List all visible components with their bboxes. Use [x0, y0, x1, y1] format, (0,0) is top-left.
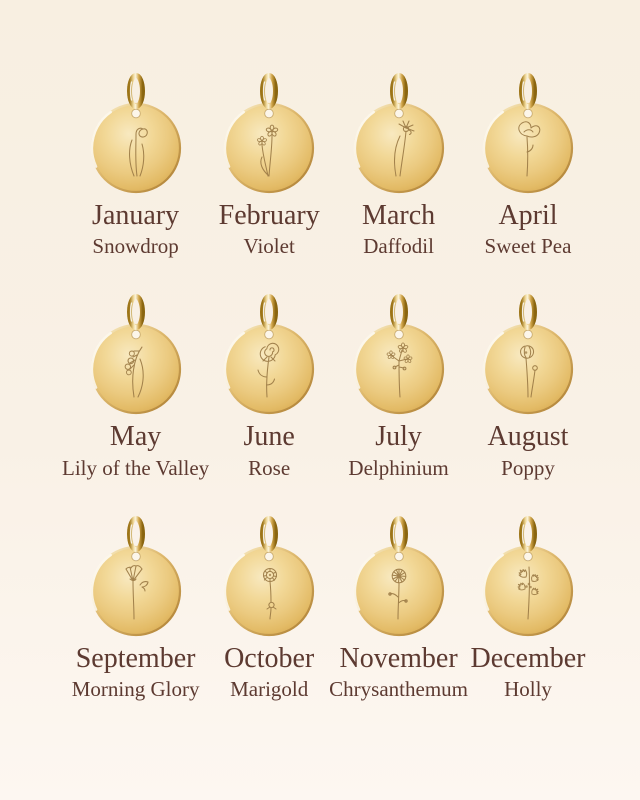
month-label: September [75, 642, 196, 674]
month-label: November [339, 642, 458, 674]
gold-pendant-graphic [339, 68, 459, 194]
charm-item-november [329, 511, 468, 702]
month-label: March [362, 200, 436, 231]
month-label: January [92, 200, 180, 231]
flower-name-label: Delphinium [348, 455, 449, 480]
gold-pendant-graphic [209, 68, 329, 194]
flower-name-label: Snowdrop [92, 234, 179, 259]
gold-pendant-graphic [468, 289, 588, 415]
charm-item-february [209, 68, 329, 259]
charm-item-june [209, 289, 329, 480]
flower-name-label: Holly [504, 676, 552, 701]
gold-pendant-graphic [209, 289, 329, 415]
month-label: June [243, 421, 295, 453]
flower-name-label: Sweet Pea [484, 234, 572, 259]
flower-name-label: Morning Glory [71, 676, 200, 701]
month-label: February [218, 200, 320, 231]
gold-pendant-graphic [468, 511, 588, 637]
charm-item-january [62, 68, 209, 259]
gold-pendant-graphic [209, 511, 329, 637]
flower-name-label: Daffodil [363, 234, 434, 259]
charm-item-august [468, 289, 588, 480]
charm-item-september [62, 511, 209, 702]
charm-item-july [329, 289, 468, 480]
gold-pendant-graphic [468, 68, 588, 194]
charm-item-march [329, 68, 468, 259]
flower-name-label: Lily of the Valley [62, 455, 210, 480]
flower-name-label: Chrysanthemum [329, 676, 468, 701]
flower-name-label: Rose [248, 455, 291, 480]
gold-pendant-graphic [76, 511, 196, 637]
flower-name-label: Violet [243, 234, 295, 259]
flower-name-label: Marigold [230, 676, 309, 701]
month-label: April [498, 200, 558, 231]
charm-item-october [209, 511, 329, 702]
charm-item-april [468, 68, 588, 259]
charm-item-may [62, 289, 209, 480]
month-label: October [224, 642, 315, 674]
gold-pendant-graphic [339, 289, 459, 415]
month-label: May [109, 421, 162, 453]
gold-pendant-graphic [339, 511, 459, 637]
gold-pendant-graphic [76, 68, 196, 194]
month-label: July [375, 421, 422, 453]
month-label: December [470, 642, 586, 674]
flower-name-label: Poppy [501, 455, 555, 480]
charm-item-december [468, 511, 588, 702]
month-label: August [487, 421, 569, 453]
gold-pendant-graphic [76, 289, 196, 415]
